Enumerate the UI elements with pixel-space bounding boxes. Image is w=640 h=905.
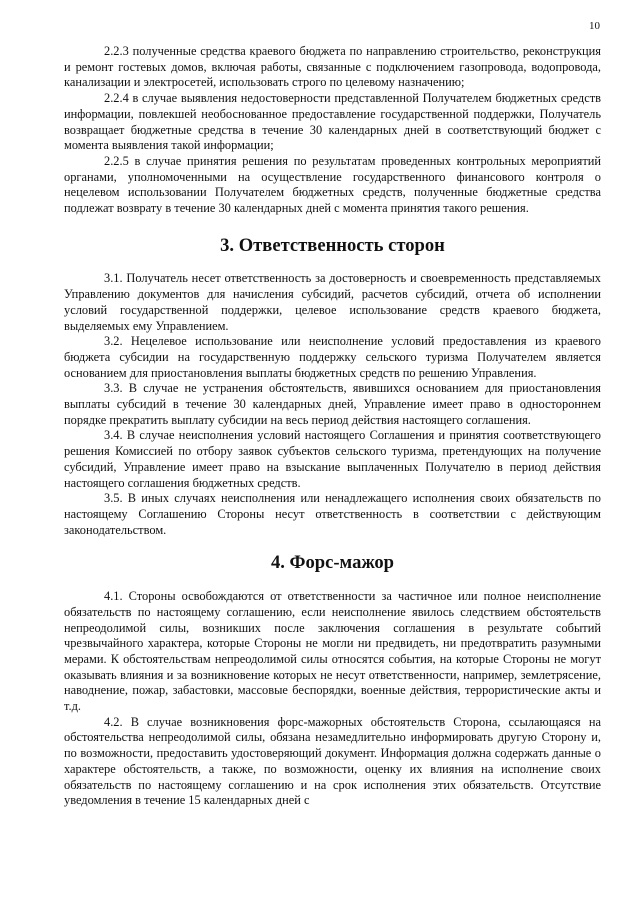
clause-2-2-4: 2.2.4 в случае выявления недостоверности представленной Получателем бюджетных средств информации, повлекшей необоснованное предоставление государственной поддержки, Получатель возвращает бюджетные средства в течение 30 календарных дней в соответствующий бюджет с момента выявления такой информации; [64,91,601,153]
spacer [64,571,601,589]
section-4-heading: 4. Форс-мажор [270,552,395,574]
spacer [64,217,601,229]
clause-4-2: 4.2. В случае возникновения форс-мажорных обстоятельств Сторона, ссылающаяся на обстоятельства непреодолимой силы, обязана незамедлительно информировать другую Сторону и, по возможности, предоставить удостоверяющий документ. Информация должна содержать данные о характере обстоятельств, а также, по возможности, оценку их влияния на исполнение своих обязательств по настоящему соглашению и на срок исполнения этих обязательств. Отсутствие уведомления в течение 15 календарных дней с [64,714,601,808]
spacer [64,253,601,271]
clause-4-1: 4.1. Стороны освобождаются от ответственности за частичное или полное неисполнение обязательств по настоящему соглашению, если неисполнение явилось следствием обстоятельств непреодолимой силы, возникших после заключения соглашения в результате событий чрезвычайного характера, которые Стороны не могли ни предвидеть, ни предотвратить разумными мерами. К обстоятельствам непреодолимой силы относятся события, на которые Стороны не могут оказывать влияния и за возникновение которых не несут ответственности, например, землетрясение, наводнение, пожар, забастовки, массовые беспорядки, военные действия, террористические акты и т.д. [64,589,601,714]
clause-3-4: 3.4. В случае неисполнения условий настоящего Соглашения и принятия соответствующего решения Комиссией по отбору заявок субъектов сельского туризма, претендующих на получение субсидий, Управление имеет право на взыскание выплаченных Получателю в период действия настоящего соглашения бюджетных средств. [64,428,601,490]
clause-3-5: 3.5. В иных случаях неисполнения или ненадлежащего исполнения своих обязательств по настоящему Соглашению Стороны несут ответственность в соответствии с действующим законодательством. [64,491,601,537]
section-3-heading: 3. Ответственность сторон [220,234,445,256]
document-body [64,44,601,809]
clause-3-3: 3.3. В случае не устранения обстоятельств, явившихся основанием для приостановления выплаты субсидий в течение 30 календарных дней, Управление имеет право в одностороннем порядке прекратить выплату субсидии на весь период действия настоящего соглашения. [64,381,601,427]
clause-2-2-5: 2.2.5 в случае принятия решения по результатам проведенных контрольных мероприятий органами, уполномоченными на осуществление государственного финансового контроля о нецелевом использовании Получателем бюджетных средств, полученные бюджетные средства подлежат возврату в течение 30 календарных дней с момента принятия такого решения. [64,153,601,216]
clause-2-2-3: 2.2.3 полученные средства краевого бюджета по направлению строительство, реконструкция и ремонт гостевых домов, включая работы, связанные с подключением газопровода, водопровода, канализации и электросетей, использовать строго по целевому назначению; [64,44,601,90]
clause-3-2: 3.2. Нецелевое использование или неисполнение условий предоставления из краевого бюджета субсидии на государственную поддержку сельского туризма Получателем является основанием для приостановления выплаты бюджетных средств по решению Управления. [64,334,601,380]
clause-3-1: 3.1. Получатель несет ответственность за достоверность и своевременность представляемых Управлению документов для начисления субсидий, расчетов субсидий, отчета об исполнении условий государственной поддержки, целевое использование средств краевого бюджета, выделяемых ему Управлением. [64,271,601,333]
page-number: 10 [589,20,600,32]
